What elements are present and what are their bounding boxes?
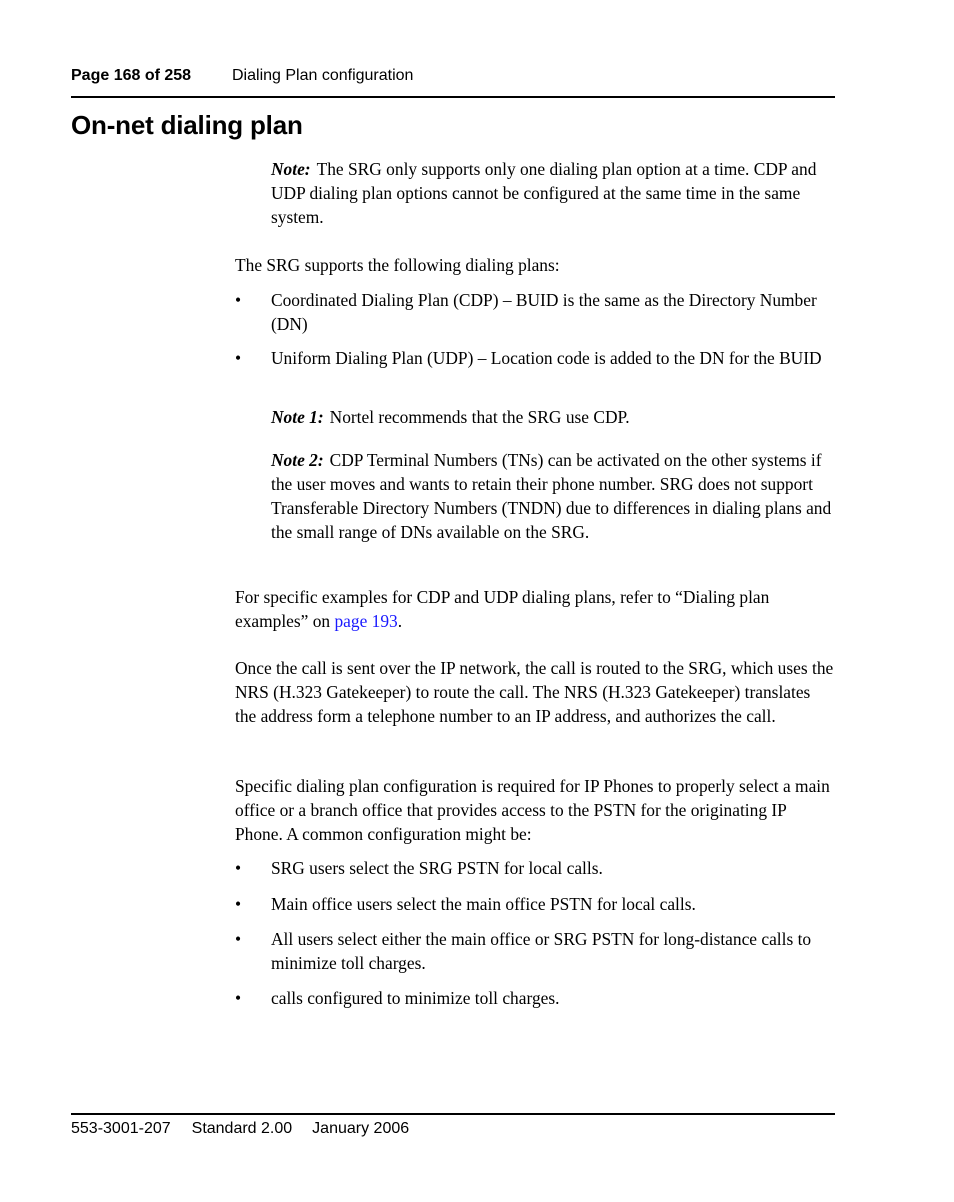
config-paragraph: Specific dialing plan configuration is required for IP Phones to properly select a main office or a branch office that provides access to the PSTN for the originating IP Phone. A common configuration might be: [235, 776, 830, 844]
bullet-marker: • [235, 988, 242, 1008]
publication-date: January 2006 [312, 1120, 410, 1137]
intro-paragraph: The SRG supports the following dialing plans: [235, 255, 560, 275]
note-text: Nortel recommends that the SRG use CDP. [329, 407, 630, 427]
note-label: Note 1: [271, 407, 324, 427]
page-title: On-net dialing plan [71, 110, 303, 140]
list-item-text: SRG users select the SRG PSTN for local calls. [271, 858, 603, 878]
standard-version: Standard 2.00 [191, 1120, 293, 1137]
note-top [271, 157, 836, 229]
page-header [71, 66, 835, 98]
list-item-text: Main office users select the main office PSTN for local calls. [271, 894, 696, 914]
bullet-marker: • [235, 290, 242, 310]
bullet-marker: • [235, 929, 242, 949]
list-item-text: All users select either the main office or SRG PSTN for long-distance calls to minimize toll charges. [271, 929, 812, 973]
bullet-marker: • [235, 858, 242, 878]
note-text: The SRG only supports only one dialing plan option at a time. CDP and UDP dialing plan options cannot be configured at the same time in the same system. [271, 159, 817, 227]
examples-text-end: . [397, 611, 403, 631]
list-item-text: calls configured to minimize toll charges. [271, 988, 560, 1008]
page-footer [71, 1113, 835, 1138]
bullet-marker: • [235, 348, 242, 368]
examples-paragraph [235, 585, 835, 633]
note-label: Note: [271, 159, 311, 179]
bullet-marker: • [235, 894, 242, 914]
page-number: Page 168 of 258 [71, 67, 192, 84]
document-number: 553-3001-207 [71, 1120, 171, 1137]
list-item-text: Uniform Dialing Plan (UDP) – Location code is added to the DN for the BUID [271, 348, 822, 368]
examples-text: For specific examples for CDP and UDP dialing plans, refer to “Dialing plan examples” on [235, 587, 770, 631]
note-label: Note 2: [271, 450, 324, 470]
note-text: CDP Terminal Numbers (TNs) can be activated on the other systems if the user moves and wants to retain their phone number. SRG does not support Transferable Directory Numbers (TNDN) due to differences in dialing plans and the small range of DNs available on the SRG. [271, 450, 832, 542]
note-2 [271, 448, 836, 544]
list-item-text: Coordinated Dialing Plan (CDP) – BUID is the same as the Directory Number (DN) [271, 290, 817, 334]
section-title: Dialing Plan configuration [232, 67, 414, 84]
ip-network-paragraph: Once the call is sent over the IP network, the call is routed to the SRG, which uses the NRS (H.323 Gatekeeper) to route the call. The NRS (H.323 Gatekeeper) translates the address form a telephone number to an IP address, and authorizes the call. [235, 658, 834, 726]
page-193-link[interactable]: page 193 [334, 611, 398, 631]
note-1 [271, 405, 836, 429]
